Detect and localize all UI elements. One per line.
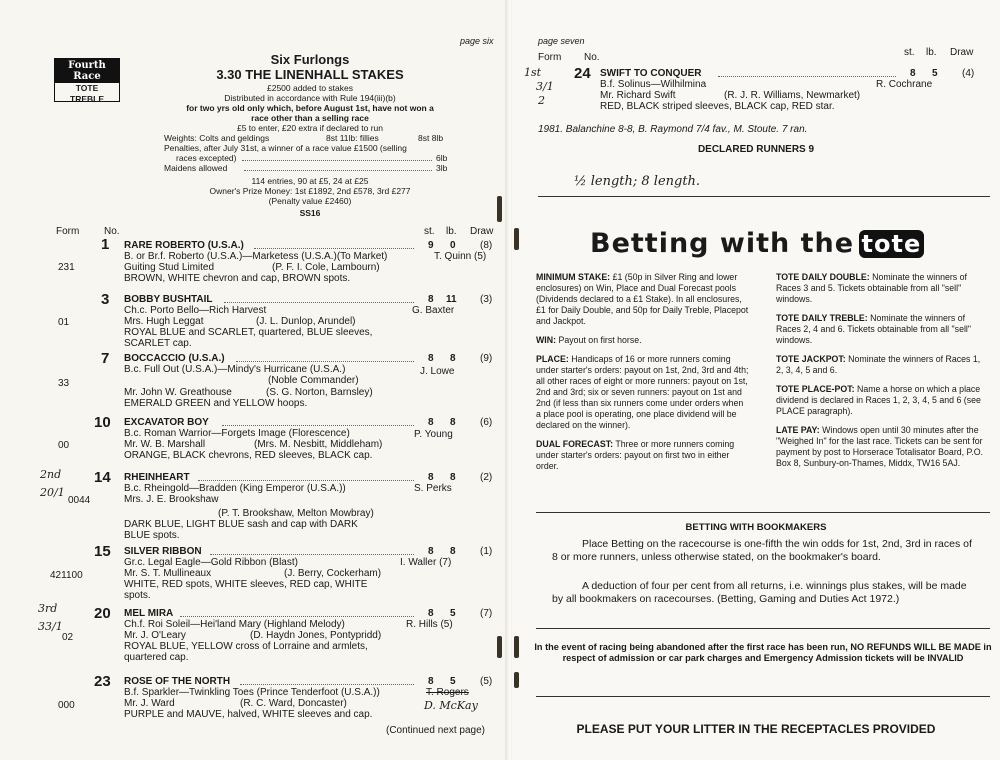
horse-name: SWIFT TO CONQUER — [600, 68, 702, 79]
tote-paragraph: DUAL FORECAST: Three or more runners coming under starter's orders: payout on first two in either order. — [536, 439, 735, 471]
weight-st: 8 — [428, 353, 434, 364]
badge-race-number: Fourth Race — [55, 59, 119, 83]
draw: (4) — [962, 68, 975, 79]
page-number: page seven — [538, 36, 585, 46]
owner: Mr. S. T. Mullineaux — [124, 568, 212, 579]
colours: ROYAL BLUE and SCARLET, quartered, BLUE sleeves, — [124, 327, 373, 338]
entries-line: 114 entries, 90 at £5, 24 at £25 — [251, 176, 369, 186]
runner-number: 24 — [574, 65, 591, 82]
weight-st: 8 — [428, 294, 434, 305]
weight-st: 8 — [910, 68, 916, 79]
penalties-value: 6lb — [436, 153, 448, 163]
tote-paragraph: TOTE JACKPOT: Nominate the winners of Races 1, 2, 3, 4, 5 and 6. — [776, 354, 981, 375]
weight-lb: 8 — [450, 353, 456, 364]
draw: (9) — [480, 353, 493, 364]
handwritten-place: 1st — [524, 66, 542, 79]
draw: (2) — [480, 472, 493, 483]
column-draw: Draw — [470, 226, 494, 237]
condition-line: £2500 added to stakes — [266, 83, 353, 93]
pedigree: Ch.f. Roi Soleil—Hei'land Mary (Highland Melody) — [124, 619, 345, 630]
owner: Mr. John W. Greathouse — [124, 387, 232, 398]
horse-name: BOBBY BUSHTAIL — [124, 294, 213, 305]
badge-treble: TREBLE — [70, 94, 104, 104]
betting-title: Betting with the — [590, 228, 855, 259]
draw: (8) — [480, 240, 493, 251]
pedigree: B.c. Rheingold—Bradden (King Emperor (U.S.A.)) — [124, 483, 346, 494]
handwritten-odds: 33/1 — [38, 620, 63, 633]
weight-lb: 5 — [450, 676, 456, 687]
divider — [536, 628, 990, 629]
divider — [536, 696, 990, 697]
jockey: S. Perks — [414, 483, 452, 494]
owner: Guiting Stud Limited — [124, 262, 215, 273]
weight-st: 8 — [428, 676, 434, 687]
horse-name: MEL MIRA — [124, 608, 174, 619]
pedigree: Ch.c. Porto Bello—Rich Harvest — [124, 305, 267, 316]
form-figures: 33 — [58, 378, 70, 389]
tote-paragraph: TOTE DAILY TREBLE: Nominate the winners of Races 2, 4 and 6. Tickets obtainable from all "sell" windows. — [776, 313, 971, 345]
pedigree: B.f. Sparkler—Twinkling Toes (Prince Tenderfoot (U.S.A.)) — [124, 687, 380, 698]
form-figures: 231 — [58, 262, 75, 273]
page-number: page six — [460, 36, 494, 46]
right-page — [512, 0, 1000, 760]
race-code: SS16 — [299, 208, 321, 218]
weight-lb: 5 — [450, 608, 456, 619]
runner-number: 10 — [94, 414, 111, 431]
runner-number: 23 — [94, 673, 111, 690]
form-figures: 421100 — [50, 570, 83, 581]
runner-number: 14 — [94, 469, 111, 486]
tote-paragraph: MINIMUM STAKE: £1 (50p in Silver Ring and lower enclosures) on Win, Place and Dual Forecast pools (Dividends declared to a £1 Stake). In all enclosures, £1 for Daily Double, and 50p for Daily Treble, Placepot and Jackpot. — [536, 272, 749, 326]
colours: ROYAL BLUE, YELLOW cross of Lorraine and armlets, — [124, 641, 368, 652]
jockey: I. Waller (7) — [400, 557, 452, 568]
maidens-line: Maidens allowed — [164, 163, 228, 173]
trainer: (R. J. R. Williams, Newmarket) — [724, 90, 861, 101]
colours: PURPLE and MAUVE, halved, WHITE sleeves and cap. — [124, 709, 373, 720]
weights-label: Weights: Colts and geldings — [164, 133, 270, 143]
colours: spots. — [124, 590, 151, 601]
jockey-crossed-out: T. Rogers — [426, 687, 469, 698]
weight-st: 8 — [428, 546, 434, 557]
trainer: (Mrs. M. Nesbitt, Middleham) — [254, 439, 383, 450]
weight-lb: 8 — [450, 472, 456, 483]
runner-number: 15 — [94, 543, 111, 560]
draw: (7) — [480, 608, 493, 619]
pedigree: B.f. Solinus—Wilhilmina — [600, 79, 707, 90]
form-figures: 02 — [62, 632, 74, 643]
handwritten-odds-second: 2 — [538, 94, 545, 107]
binding-mark — [514, 672, 519, 688]
jockey: R. Cochrane — [876, 79, 933, 90]
form-figures: 0044 — [68, 495, 91, 506]
divider — [536, 512, 990, 513]
jockey: R. Hills (5) — [406, 619, 453, 630]
weight-st: 9 — [428, 240, 434, 251]
runner-number: 3 — [101, 291, 110, 308]
condition-line: race other than a selling race — [251, 113, 369, 123]
race-title: 3.30 THE LINENHALL STAKES — [216, 67, 404, 82]
weight-st: 8 — [428, 472, 434, 483]
colours: DARK BLUE, LIGHT BLUE sash and cap with DARK — [124, 519, 358, 530]
tote-info-left — [536, 272, 750, 480]
colours: RED, BLACK striped sleeves, BLACK cap, RED star. — [600, 101, 835, 112]
column-lb: lb. — [926, 47, 937, 58]
horse-name: EXCAVATOR BOY — [124, 417, 209, 428]
weight-lb: 11 — [446, 294, 457, 305]
runner-number: 7 — [101, 350, 110, 367]
continued-note: (Continued next page) — [386, 725, 485, 736]
trainer: (R. C. Ward, Doncaster) — [240, 698, 347, 709]
horse-name: BOCCACCIO (U.S.A.) — [124, 353, 225, 364]
owner: Mr. J. O'Leary — [124, 630, 186, 641]
colours: WHITE, RED spots, WHITE sleeves, RED cap, WHITE — [124, 579, 368, 590]
colours: BROWN, WHITE chevron and cap, BROWN spots. — [124, 273, 351, 284]
tote-paragraph: TOTE PLACE-POT: Name a horse on which a place dividend is declared in Races 1, 2, 3, 4, 5 and 6 (see PLACE paragraph). — [776, 384, 981, 416]
column-lb: lb. — [446, 226, 457, 237]
bookmakers-paragraph: Place Betting on the racecourse is one-fifth the win odds for 1st, 2nd, 3rd in races of 8 or more runners, unless otherwise stated, on the bookmaker's board. — [552, 538, 972, 563]
maidens-value: 3lb — [436, 163, 448, 173]
horse-name: ROSE OF THE NORTH — [124, 676, 231, 687]
pedigree: Gr.c. Legal Eagle—Gold Ribbon (Blast) — [124, 557, 298, 568]
betting-heading — [590, 228, 924, 259]
race-badge — [54, 58, 120, 102]
weights-value: 8st 8lb — [418, 133, 444, 143]
horse-name: RARE ROBERTO (U.S.A.) — [124, 240, 244, 251]
condition-line: £5 to enter, £20 extra if declared to run — [236, 123, 383, 133]
binding-mark — [514, 636, 519, 658]
column-draw: Draw — [950, 47, 974, 58]
prize-money: Owner's Prize Money: 1st £1892, 2nd £578, 3rd £277 — [209, 186, 411, 196]
draw: (1) — [480, 546, 493, 557]
weight-st: 8 — [428, 608, 434, 619]
handwritten-odds: 3/1 — [536, 80, 554, 93]
handwritten-distances: ½ length; 8 length. — [574, 174, 701, 189]
handwritten-place: 2nd — [40, 468, 62, 481]
form-figures: 000 — [58, 700, 75, 711]
column-st: st. — [904, 47, 915, 58]
condition-line: for two yrs old only which, before August 1st, have not won a — [186, 103, 434, 113]
colours: EMERALD GREEN and YELLOW hoops. — [124, 398, 308, 409]
pedigree: B.c. Full Out (U.S.A.)—Mindy's Hurricane (U.S.A.) — [124, 364, 346, 375]
tote-logo: tote — [859, 230, 925, 258]
jockey: P. Young — [414, 429, 453, 440]
runner-number: 20 — [94, 605, 111, 622]
weight-st: 8 — [428, 417, 434, 428]
colours: SCARLET cap. — [124, 338, 192, 349]
penalty-value: (Penalty value £2460) — [268, 196, 352, 206]
colours: ORANGE, BLACK chevrons, RED sleeves, BLACK cap. — [124, 450, 373, 461]
jockey: G. Baxter — [412, 305, 455, 316]
draw: (3) — [480, 294, 493, 305]
penalties-line: races excepted) — [176, 153, 237, 163]
bookmakers-paragraph: A deduction of four per cent from all returns, i.e. winnings plus stakes, will be made by all bookmakers on racecourses. (Betting, Gaming and Duties Act 1972.) — [552, 580, 967, 605]
bookmakers-title: BETTING WITH BOOKMAKERS — [685, 522, 827, 533]
form-figures: 01 — [58, 317, 70, 328]
divider — [538, 196, 990, 197]
column-no: No. — [104, 226, 120, 237]
colours: quartered cap. — [124, 652, 189, 663]
litter-notice: PLEASE PUT YOUR LITTER IN THE RECEPTACLES PROVIDED — [576, 722, 936, 736]
colours: BLUE spots. — [124, 530, 180, 541]
draw: (6) — [480, 417, 493, 428]
owner: Mrs. J. E. Brookshaw — [124, 494, 219, 505]
weight-lb: 8 — [450, 546, 456, 557]
trainer: (S. G. Norton, Barnsley) — [266, 387, 373, 398]
weight-lb: 5 — [932, 68, 938, 79]
column-no: No. — [584, 52, 600, 63]
column-form: Form — [538, 52, 562, 63]
form-figures: 00 — [58, 440, 70, 451]
binding-mark — [497, 196, 502, 222]
handwritten-odds: 20/1 — [40, 486, 65, 499]
pedigree-dam-sire: (Noble Commander) — [268, 375, 359, 386]
refund-notice: In the event of racing being abandoned after the first race has been run, NO REFUNDS WILL BE MADE in respect of admission or car park charges and Emergency Admission tickets will be INVALID — [534, 642, 992, 663]
binding-mark — [514, 228, 519, 250]
runner-number: 1 — [101, 236, 110, 253]
declared-runners: DECLARED RUNNERS 9 — [697, 144, 815, 155]
column-st: st. — [424, 226, 435, 237]
weight-lb: 8 — [450, 417, 456, 428]
trainer: (J. L. Dunlop, Arundel) — [256, 316, 356, 327]
binding-mark — [497, 636, 502, 658]
pedigree: B.c. Roman Warrior—Forgets Image (Florescence) — [124, 428, 350, 439]
handwritten-jockey: D. McKay — [424, 699, 478, 712]
penalties-line: Penalties, after July 31st, a winner of a race value £1500 (selling — [164, 143, 407, 153]
trainer: (D. Haydn Jones, Pontypridd) — [250, 630, 382, 641]
tote-paragraph: WIN: Payout on first horse. — [536, 335, 642, 345]
tote-paragraph: TOTE DAILY DOUBLE: Nominate the winners of Races 3 and 5. Tickets obtainable from all "sell" windows. — [776, 272, 967, 304]
weight-lb: 0 — [450, 240, 456, 251]
owner: Mr. J. Ward — [124, 698, 175, 709]
tote-paragraph: PLACE: Handicaps of 16 or more runners coming under starter's orders: payout on 1st, 2nd, 3rd and 4th; all other races of eight or more runners: payout on 1st, 2nd and 3rd; six or seven runners: payout on 1st and 2nd (if less than six runners come under orders when a place pool is operating, one place dividend will be declared on the winner). — [536, 354, 749, 430]
handwritten-place: 3rd — [38, 602, 58, 615]
trainer: (P. F. I. Cole, Lambourn) — [272, 262, 380, 273]
horse-name: RHEINHEART — [124, 472, 190, 483]
owner: Mr. W. B. Marshall — [124, 439, 206, 450]
draw: (5) — [480, 676, 493, 687]
column-form: Form — [56, 226, 80, 237]
pedigree: B. or Br.f. Roberto (U.S.A.)—Marketess (U.S.A.)(To Market) — [124, 251, 388, 262]
jockey: J. Lowe — [420, 366, 455, 377]
owner: Mrs. Hugh Leggat — [124, 316, 204, 327]
weights-fillies: 8st 11lb: fillies — [326, 133, 379, 143]
horse-name: SILVER RIBBON — [124, 546, 202, 557]
tote-paragraph: LATE PAY: Windows open until 30 minutes after the "Weighed In" for the last race. Tickets can be sent for payment by post to Horserace Totalisator Board, P.O. Box 8, Sunbury-on-Thames, Middx, TW16 5AJ. — [776, 425, 983, 468]
previous-winner: 1981. Balanchine 8-8, B. Raymond 7/4 fav., M. Stoute. 7 ran. — [538, 124, 808, 135]
badge-tote: TOTE — [75, 83, 99, 93]
condition-line: Distributed in accordance with Rule 194(iii)(b) — [224, 93, 396, 103]
owner: Mr. Richard Swift — [600, 90, 676, 101]
jockey: T. Quinn (5) — [434, 251, 487, 262]
race-distance: Six Furlongs — [270, 52, 350, 67]
trainer: (P. T. Brookshaw, Melton Mowbray) — [218, 508, 374, 519]
tote-info-right — [776, 272, 986, 477]
trainer: (J. Berry, Cockerham) — [284, 568, 382, 579]
